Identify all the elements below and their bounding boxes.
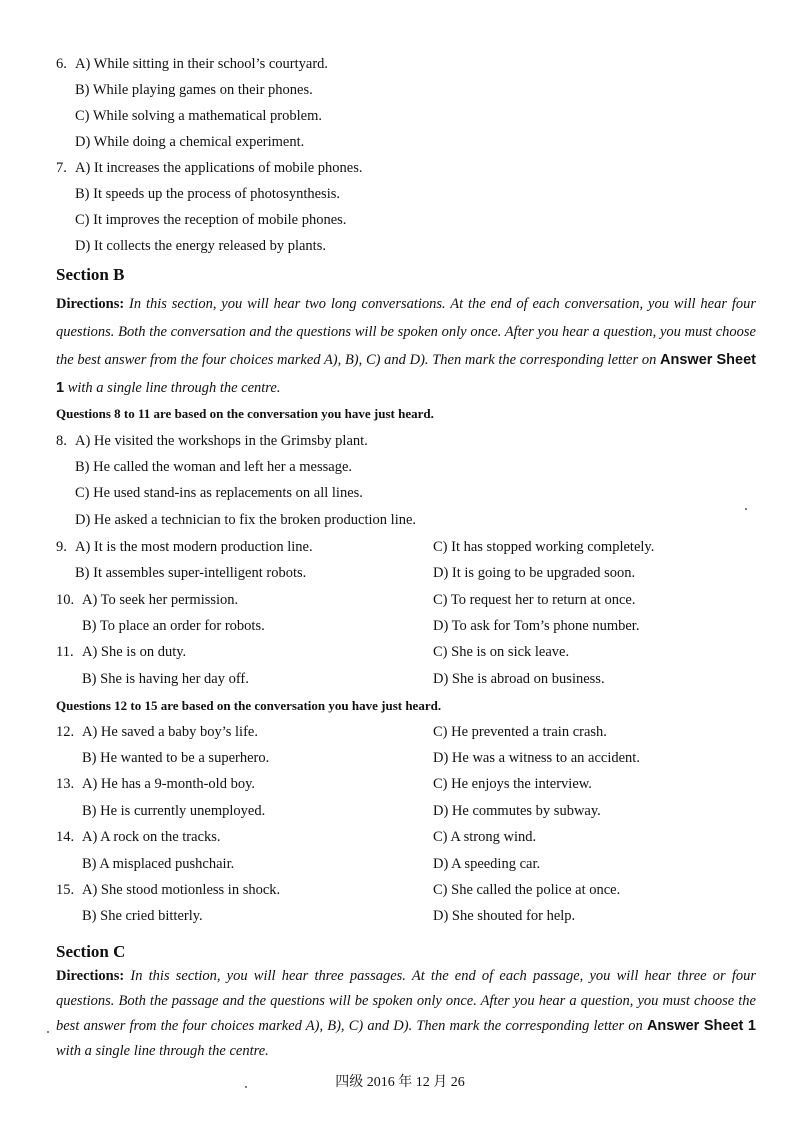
q13-option-d: D) He commutes by subway. <box>433 803 601 819</box>
q14-option-b: B) A misplaced pushchair. <box>82 856 235 872</box>
q7-option-d: D) It collects the energy released by plants. <box>75 238 326 254</box>
q15-option-c: C) She called the police at once. <box>433 882 621 898</box>
section-c-directions <box>56 964 756 1064</box>
q12-option-c: C) He prevented a train crash. <box>433 724 607 740</box>
section-c-directions-end: with a single line through the centre. <box>56 1043 269 1059</box>
q10-number: 10. <box>56 592 75 608</box>
q11-number: 11. <box>56 644 74 660</box>
q13-option-c: C) He enjoys the interview. <box>433 776 592 792</box>
q11-option-c: C) She is on sick leave. <box>433 644 570 660</box>
q15-option-a: A) She stood motionless in shock. <box>82 882 281 898</box>
q11-option-b: B) She is having her day off. <box>82 671 249 687</box>
q9-option-a: A) It is the most modern production line. <box>75 539 313 555</box>
q15-option-b: B) She cried bitterly. <box>82 908 203 924</box>
q13-option-a: A) He has a 9-month-old boy. <box>82 776 256 792</box>
questions-8-11-note: Questions 8 to 11 are based on the conversation you have just heard. <box>56 406 434 421</box>
q6-option-b: B) While playing games on their phones. <box>75 82 313 98</box>
section-b-directions <box>56 290 756 402</box>
q10-option-b: B) To place an order for robots. <box>82 618 265 634</box>
q8-option-b: B) He called the woman and left her a message. <box>75 459 353 475</box>
section-c-title: Section C <box>56 942 126 961</box>
q8-option-c: C) He used stand-ins as replacements on all lines. <box>75 485 363 501</box>
scan-speck <box>47 1031 49 1033</box>
section-c-answer-sheet: Answer Sheet 1 <box>646 1018 756 1034</box>
q8-number: 8. <box>56 433 67 449</box>
q14-option-a: A) A rock on the tracks. <box>82 829 221 845</box>
q10-option-c: C) To request her to return at once. <box>433 592 636 608</box>
q15-option-d: D) She shouted for help. <box>433 908 576 924</box>
section-c-directions-label: Directions: <box>56 968 125 984</box>
q11-option-d: D) She is abroad on business. <box>433 671 605 687</box>
q9-number: 9. <box>56 539 67 555</box>
section-b-directions-text: In this section, you will hear two long conversations. At the end of each conversation, you will hear four questions. Both the conversation and the questions will be spoken only once. After you hear a question, you must choose the best answer from the four choices marked A), B), C) and D). Then mark the corresponding letter on <box>56 296 756 368</box>
q10-option-d: D) To ask for Tom’s phone number. <box>433 618 640 634</box>
section-b-directions-label: Directions: <box>56 296 125 312</box>
q12-number: 12. <box>56 724 75 740</box>
q9-option-d: D) It is going to be upgraded soon. <box>433 565 636 581</box>
q15-number: 15. <box>56 882 75 898</box>
q7-option-a: A) It increases the applications of mobile phones. <box>75 160 363 176</box>
q9-option-c: C) It has stopped working completely. <box>433 539 655 555</box>
q7-number: 7. <box>56 160 67 176</box>
q12-option-a: A) He saved a baby boy’s life. <box>82 724 258 740</box>
q13-number: 13. <box>56 776 75 792</box>
q8-option-a: A) He visited the workshops in the Grimsby plant. <box>75 433 368 449</box>
q9-option-b: B) It assembles super-intelligent robots. <box>75 565 307 581</box>
q10-option-a: A) To seek her permission. <box>82 592 239 608</box>
q11-option-a: A) She is on duty. <box>82 644 187 660</box>
q8-option-d: D) He asked a technician to fix the broken production line. <box>75 512 417 528</box>
section-b-title: Section B <box>56 265 125 284</box>
page-footer: 四级 2016 年 12 月 26 <box>335 1075 465 1090</box>
section-c-directions-text: In this section, you will hear three passages. At the end of each passage, you will hear three or four questions. Both the passage and the questions will be spoken only once. After you hear a question, you must choose the best answer from the four choices marked A), B), C) and D). Then mark the corresponding letter on <box>56 968 756 1034</box>
q12-option-b: B) He wanted to be a superhero. <box>82 750 270 766</box>
q6-number: 6. <box>56 56 67 72</box>
q7-option-c: C) It improves the reception of mobile phones. <box>75 212 347 228</box>
q14-number: 14. <box>56 829 75 845</box>
q13-option-b: B) He is currently unemployed. <box>82 803 266 819</box>
section-b-answer-sheet: Answer Sheet 1 <box>56 352 756 396</box>
q14-option-d: D) A speeding car. <box>433 856 541 872</box>
q6-option-a: A) While sitting in their school’s courtyard. <box>75 56 329 72</box>
q6-option-d: D) While doing a chemical experiment. <box>75 134 305 150</box>
scan-speck <box>745 508 747 510</box>
questions-12-15-note: Questions 12 to 15 are based on the conversation you have just heard. <box>56 698 442 713</box>
q14-option-c: C) A strong wind. <box>433 829 537 845</box>
q6-option-c: C) While solving a mathematical problem. <box>75 108 322 124</box>
q7-option-b: B) It speeds up the process of photosynthesis. <box>75 186 340 202</box>
scan-speck <box>245 1086 247 1088</box>
section-b-directions-end: with a single line through the centre. <box>64 380 281 396</box>
q12-option-d: D) He was a witness to an accident. <box>433 750 640 766</box>
